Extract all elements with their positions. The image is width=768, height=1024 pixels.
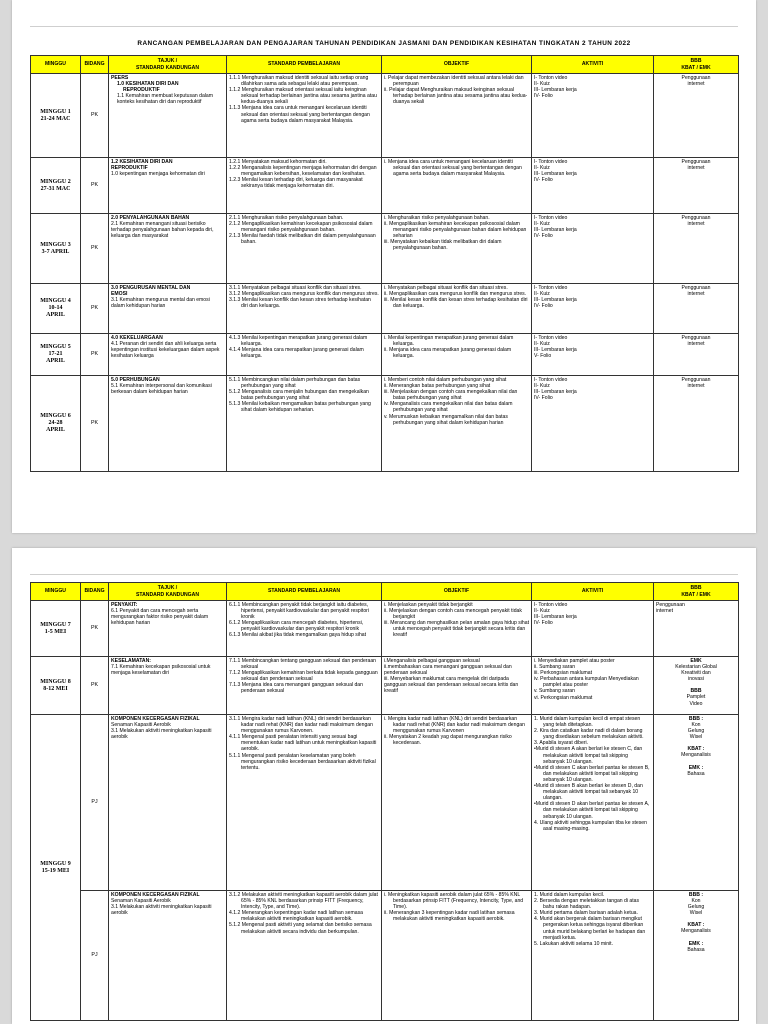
header-tajuk: TAJUK / STANDARD KANDUNGAN — [109, 56, 227, 74]
objektif-cell — [382, 601, 532, 657]
objektif-item: i. Pelajar dapat membezakan identiti seksual antara lelaki dan perempuan — [384, 75, 524, 88]
topic-heading: PEERS — [111, 75, 129, 81]
aktiviti-cell — [532, 284, 654, 334]
aktiviti-item: III- Lembaran kerja — [534, 297, 577, 304]
week-label: MINGGU 3 — [40, 241, 71, 248]
tajuk-cell — [109, 657, 227, 715]
topic-text: 2.1 Kemahiran menangani situasi berisiko terhadap penyalahgunaan bahan kepada diri, keluarga dan masyarakat — [111, 221, 214, 240]
aktiviti-item: II- Kuiz — [534, 341, 550, 348]
aktiviti-item: V- Folio — [534, 353, 552, 360]
standard-cell — [227, 214, 382, 284]
standard-cell — [227, 891, 382, 1021]
standard-item: 5.1.2 Menganalisis cara menjalin hubungan dan mengekalkan batas perhubungan yang sihat — [229, 389, 369, 402]
aktiviti-item: IV- Folio — [534, 177, 553, 184]
header-aktiviti: AKTIVITI — [532, 583, 654, 601]
objektif-item: i. Memberi contoh nilai dalam perhubungan yang sihat — [384, 377, 507, 383]
bbb-item: Penggunaan — [681, 215, 711, 221]
aktiviti-cell — [532, 891, 654, 1021]
standard-item: 1.2.2 Menganalisis kepentingan menjaga kehormatan diri dengan mengamalkan kebersihan, keselamatan dan kesihatan. — [229, 165, 377, 178]
standard-item: 7.1.2 Mengaplikasikan kemahiran berkata tidak kepada gangguan seksual dan penderaan seksual — [229, 670, 378, 683]
week-label: MINGGU 9 — [40, 860, 71, 867]
standard-cell — [227, 284, 382, 334]
bbb-cell — [654, 334, 739, 376]
bbb-heading: KBAT : — [687, 922, 705, 929]
bbb-heading: BBB : — [688, 716, 704, 722]
week-label: APRIL — [46, 427, 65, 433]
topic-heading: 2.0 PENYALAHGUNAAN BAHAN — [111, 215, 190, 221]
aktiviti-item: v. Sumbang saran — [534, 688, 575, 695]
header-standard-pembelajaran: STANDARD PEMBELAJARAN — [227, 583, 382, 601]
document-page-2 — [12, 548, 756, 1024]
lesson-plan-table-1 — [30, 55, 739, 472]
week-cell — [31, 376, 81, 472]
topic-text: Senaman Kapasiti Aerobik — [111, 722, 171, 729]
bidang-cell: PK — [81, 74, 109, 158]
bbb-cell — [654, 284, 739, 334]
bbb-item: Bahasa — [687, 770, 705, 777]
week-label: MINGGU 2 — [40, 178, 71, 185]
aktiviti-item: 3. Murid pertama dalam barisan adalah ketua. — [534, 910, 638, 917]
standard-item: 5.1.1 Membincangkan nilai dalam perhubungan dan batas perhubungan yang sihat — [229, 377, 361, 390]
lesson-plan-table-2 — [30, 582, 739, 1021]
topic-heading: 3.0 PENGURUSAN MENTAL DAN — [111, 285, 191, 291]
aktiviti-item: •Murid di stesen C akan berlari pantas ke stesen B, dan melakukan aktiviti lompat tali skipping sebanyak 10 ulangan. — [534, 764, 650, 783]
bbb-item: Menganalisis — [681, 928, 711, 935]
bbb-heading: EMK — [690, 658, 702, 664]
topic-text: 1.1 Kemahiran membuat keputusan dalam konteks kesihatan diri dan reproduktif — [117, 93, 213, 106]
objektif-item: i. Menyatakan pelbagai situasi konflik dan situasi stres. — [384, 285, 508, 291]
standard-cell — [227, 715, 382, 891]
topic-text: 1.0 kepentingan menjaga kehormatan diri — [111, 171, 205, 178]
page-rule — [30, 574, 738, 575]
objektif-item: ii. Mengaplikasikan kemahiran kecekapan psikososial dalam menangani risiko penyalahgunaan bahan dalam kehidupan seharian — [384, 221, 527, 240]
aktiviti-item: ii. Sumbang saran — [534, 664, 576, 671]
objektif-item: i.Menganalisis pelbagai gangguan seksual — [384, 658, 480, 664]
page-rule — [30, 26, 738, 27]
aktiviti-item: III- Lembaran kerja — [534, 347, 577, 354]
header-objektif: OBJEKTIF — [382, 56, 532, 74]
bbb-item: internet — [687, 165, 705, 172]
table-body-2 — [31, 601, 739, 1021]
tajuk-cell — [109, 891, 227, 1021]
objektif-cell — [382, 214, 532, 284]
topic-text: 3.1 Melakukan aktiviti meningkatkan kapasiti aerobik — [111, 728, 212, 741]
aktiviti-item: 2. Kira dan catatkan kadar nadi di dalam borang yang disediakan sebelum melakukan aktiviti. — [534, 728, 644, 741]
bbb-item: Penggunaan — [681, 75, 711, 81]
aktiviti-item: i. Menyediakan pamplet atau poster — [534, 658, 615, 664]
week-cell — [31, 657, 81, 715]
aktiviti-item: I- Tonton video — [534, 159, 568, 165]
bbb-item: Menganalisis — [681, 752, 711, 759]
objektif-cell — [382, 74, 532, 158]
week-label: MINGGU 7 — [40, 621, 71, 628]
aktiviti-cell — [532, 74, 654, 158]
objektif-item: ii.membahaskan cara menangani gangguan seksual dan penderaan seksual — [384, 664, 512, 677]
header-minggu: MINGGU — [31, 583, 81, 601]
aktiviti-item: I- Tonton video — [534, 215, 568, 221]
objektif-item: i. Menilai kepentingan merapatkan jurang generasi dalam keluarga. — [384, 335, 514, 348]
bbb-cell — [654, 74, 739, 158]
bbb-cell — [654, 376, 739, 472]
bbb-heading: BBB — [690, 688, 702, 695]
aktiviti-item: III- Lembaran kerja — [534, 87, 577, 94]
topic-heading: 4.0 KEKELUARGAAN — [111, 335, 163, 341]
week-row — [31, 376, 739, 472]
aktiviti-item: 5. Lakukan aktiviti selama 10 minit. — [534, 940, 613, 947]
aktiviti-cell — [532, 601, 654, 657]
standard-item: 2.1.1 Menghuraikan risiko penyalahgunaan bahan. — [229, 215, 344, 221]
objektif-cell — [382, 657, 532, 715]
header-objektif: OBJEKTIF — [382, 583, 532, 601]
bbb-heading: EMK : — [688, 940, 704, 947]
standard-item: 3.1.1 Menyatakan pelbagai situasi konflik dan situasi stres. — [229, 285, 362, 291]
bbb-cell — [654, 891, 739, 1021]
standard-item: 7.1.3 Menjana idea cara menangani gangguan seksual dan penderaan seksual — [229, 682, 363, 695]
aktiviti-cell — [532, 657, 654, 715]
objektif-item: iv. Menganalisis cara mengekalkan nilai dan batas dalam perhubungan yang sihat — [384, 401, 513, 414]
bidang-cell: PK — [81, 158, 109, 214]
tajuk-cell — [109, 158, 227, 214]
standard-item: 3.1.3 Menilai kesan konflik dan kesan stres terhadap kesihatan diri dan keluarga. — [229, 297, 371, 310]
bbb-cell — [654, 158, 739, 214]
topic-heading: KESELAMATAN: — [111, 658, 151, 664]
week-label: 10-14 — [48, 305, 63, 311]
topic-heading: 5.0 PERHUBUNGAN — [111, 377, 160, 383]
header-minggu: MINGGU — [31, 56, 81, 74]
objektif-cell — [382, 715, 532, 891]
aktiviti-item: 1. Murid dalam kumpulan kecil. — [534, 892, 605, 898]
week-cell — [31, 214, 81, 284]
aktiviti-cell — [532, 158, 654, 214]
week-label: MINGGU 4 — [40, 298, 71, 304]
bbb-item: Penggunaan — [681, 377, 711, 383]
bbb-item: internet — [687, 383, 705, 390]
week-label: MINGGU 5 — [40, 344, 71, 350]
aktiviti-item: •Murid di stesen D akan berlari pantas ke stesen A, dan melakukan aktiviti lompat tali skipping sebanyak 10 ulangan. — [534, 801, 650, 820]
document-page-1 — [12, 0, 756, 533]
standard-item: 3.1.2 Melakukan aktiviti meningkatkan kapasiti aerobik dalam julat 65% - 85% KNL berdasarkan prinsip FITT (Frequency, Intencity, Type, and Time). — [229, 892, 378, 911]
standard-item: 5.1.1 Mengenal pasti peralatan keselamatan yang boleh mengurangkan risiko kecederaan berdasarkan aktiviti fizikal tertentu. — [229, 752, 376, 771]
aktiviti-item: IV- Folio — [534, 620, 553, 627]
table-header — [31, 583, 739, 601]
week-row — [31, 284, 739, 334]
standard-item: 4.1.1 Mengenal pasti peralatan intensiti yang sesuai bagi menentukan kadar nadi latihan untuk meningkatkan kapasiti aerobik. — [229, 734, 377, 753]
standard-item: 1.2.3 Menilai kesan terhadap diri, keluarga dan masyarakat sekiranya tidak menjaga kehormatan diri. — [229, 177, 363, 190]
topic-heading: REPRODUKTIF — [123, 87, 160, 94]
week-row — [31, 601, 739, 657]
standard-cell — [227, 601, 382, 657]
standard-item: 6.1.2 Mengaplikasikan cara mencegah diabetes, hipertensi, penyakit kardiovaskular dan penyakit respitori kronik — [229, 620, 364, 633]
tajuk-cell — [109, 74, 227, 158]
topic-heading: PENYAKIT: — [111, 602, 138, 608]
header-tajuk: TAJUK / STANDARD KANDUNGAN — [109, 583, 227, 601]
standard-cell — [227, 158, 382, 214]
bbb-item: Gelung — [687, 728, 705, 735]
week-label: 21-24 MAC — [40, 115, 71, 122]
bbb-item: Kelestarian Global — [675, 664, 717, 671]
tajuk-cell — [109, 601, 227, 657]
topic-heading: KOMPONEN KECERGASAN FIZIKAL — [111, 716, 200, 722]
aktiviti-item: III- Lembaran kerja — [534, 171, 577, 178]
bbb-item: Penggunaan — [681, 335, 711, 341]
week-row — [31, 214, 739, 284]
topic-heading: 1.2 KESIHATAN DIRI DAN — [111, 159, 173, 165]
objektif-item: iii. Menyatakan kebaikan tidak melibatkan diri dalam penyalahgunaan bahan. — [384, 239, 502, 252]
header-bbb: BBB KBAT / EMK — [654, 56, 739, 74]
objektif-item: ii. Menjana idea cara merapatkan jurang generasi dalam keluarga. — [384, 347, 512, 360]
bbb-item: internet — [687, 221, 705, 228]
topic-text: 5.1 Kemahiran interpersonal dan komunikasi berkesan dalam kehidupan harian — [111, 383, 212, 396]
header-standard-pembelajaran: STANDARD PEMBELAJARAN — [227, 56, 382, 74]
objektif-cell — [382, 158, 532, 214]
bbb-item: internet — [687, 291, 705, 298]
bbb-item: internet — [687, 81, 705, 88]
bbb-item: internet — [656, 608, 673, 615]
standard-item: 1.1.1 Menghuraikan maksud identiti seksual iaitu setiap orang dilahirkan sama ada sebagai lelaki atau perempuan. — [229, 75, 369, 88]
week-label: 17-21 — [48, 351, 63, 357]
bbb-item: Pamplet — [686, 694, 706, 701]
standard-item: 1.1.2 Menghuraikan maksud orientasi seksual iaitu keinginan seksual terhadap berlainan jantina atau sesama jantina atau kedua-duanya sekali — [229, 87, 377, 106]
bbb-item: Bahasa — [687, 946, 705, 953]
bbb-item: inovasi — [688, 676, 704, 683]
bbb-item: Gelung — [687, 904, 705, 911]
tajuk-cell — [109, 214, 227, 284]
bbb-item: Wisel — [689, 910, 703, 917]
week-cell — [31, 715, 81, 1021]
objektif-item: ii. Pelajar dapat Menghuraikan maksud keinginan seksual terhadap berlainan jantina atau sesama jantina atau kedua-duanya sekali — [384, 87, 528, 106]
standard-cell — [227, 74, 382, 158]
week-label: 24-28 — [48, 420, 63, 426]
bbb-cell — [654, 715, 739, 891]
objektif-item: ii. Menerangkan 3 kepentingan kadar nadi latihan semasa melakukan aktiviti meningkatkan kapasiti aerobik. — [384, 910, 515, 923]
bbb-heading: EMK : — [688, 764, 704, 771]
objektif-item: ii. Mengaplikasikan cara mengurus konflik dan mengurus stres. — [384, 291, 527, 298]
week-label: MINGGU 6 — [40, 413, 71, 419]
bbb-heading: KBAT : — [687, 746, 705, 753]
objektif-cell — [382, 334, 532, 376]
header-bidang: BIDANG — [81, 583, 109, 601]
objektif-item: ii. Menjelaskan dengan contoh cara mencegah penyakit tidak berjangkit — [384, 608, 522, 621]
bbb-item: Kon — [691, 898, 701, 905]
standard-item: 4.1.3 Menilai kepentingan merapatkan jurang generasi dalam keluarga. — [229, 335, 368, 348]
week-label: 3-7 APRIL — [41, 248, 70, 255]
week-cell — [31, 158, 81, 214]
aktiviti-cell — [532, 334, 654, 376]
bidang-cell: PK — [81, 284, 109, 334]
standard-cell — [227, 376, 382, 472]
aktiviti-cell — [532, 715, 654, 891]
week-row — [31, 891, 739, 1021]
topic-text: 6.1 Penyakit dan cara mencegah serta mengurangkan faktor risiko penyakit dalam kehidupan harian — [111, 608, 209, 627]
aktiviti-item: vi. Perkongsian maklumat — [534, 694, 593, 701]
standard-cell — [227, 657, 382, 715]
standard-item: 6.1.3 Menilai akibat jika tidak mengamalkan gaya hidup sihat — [229, 632, 367, 639]
week-label: 8-12 MEI — [43, 685, 68, 692]
aktiviti-item: III- Lembaran kerja — [534, 614, 577, 621]
aktiviti-item: II- Kuiz — [534, 81, 550, 88]
aktiviti-item: 4. Murid akan bergerak dalam barisan mengikut pergerakan ketua sehingga isyarat diberikan untuk murid belakang berlari ke hadapan dan menjadi ketua. — [534, 916, 646, 941]
week-cell — [31, 284, 81, 334]
objektif-item: iii. Merancang dan menghasilkan pelan amalan gaya hidup sihat untuk mencegah penyakit tidak berjangkit secara kritis dan kreatif — [384, 620, 529, 639]
objektif-item: v. Merumuskan kebaikan mengamalkan nilai dan batas perhubungan yang sihat dalam kehidupan harian — [384, 413, 508, 426]
aktiviti-item: I- Tonton video — [534, 602, 568, 608]
topic-text: 3.1 Melakukan aktiviti meningkatkan kapasiti aerobik — [111, 904, 212, 917]
bbb-heading: BBB : — [688, 892, 704, 898]
header-aktiviti: AKTIVITI — [532, 56, 654, 74]
aktiviti-item: II- Kuiz — [534, 221, 550, 228]
standard-item: 3.1.2 Mengaplikasikan cara mengurus konflik dan mengurus stres. — [229, 291, 379, 298]
aktiviti-item: 2. Bersedia dengan meletakkan tangan di atas bahu rakan hadapan. — [534, 898, 640, 911]
aktiviti-item: IV- Folio — [534, 303, 553, 310]
bbb-item: Penggunaan — [656, 602, 685, 608]
objektif-item: i. Menjana idea cara untuk menangani kecelaruan identiti seksual dan orientasi seksual yang bertentangan dengan agama serta budaya dalam masyarakat Malaysia. — [384, 159, 522, 178]
aktiviti-item: •Murid di stesen B akan berlari ke stesen D, dan melakukan aktiviti lompat tali sebanyak 10 ulangan. — [534, 783, 643, 802]
bbb-item: Kon — [691, 722, 701, 729]
bidang-cell: PJ — [81, 715, 109, 891]
objektif-item: iii. Menyebarkan maklumat cara mengelak diri daripada gangguan seksual dan penderaan seksual secara kritis dan kreatif — [384, 676, 519, 695]
objektif-item: ii. Menerangkan batas perhubungan yang sihat — [384, 383, 491, 390]
week-label: APRIL — [46, 312, 65, 318]
aktiviti-item: II- Kuiz — [534, 383, 550, 390]
objektif-item: iii. Menilai kesan konflik dan kesan stres terhadap kesihatan diri dan keluarga. — [384, 297, 528, 310]
week-row — [31, 158, 739, 214]
bbb-cell — [654, 601, 739, 657]
aktiviti-item: IV- Folio — [534, 395, 553, 402]
week-label: 27-31 MAC — [40, 185, 71, 192]
standard-item: 6.1.1 Membincangkan penyakit tidak berjangkit iaitu diabetes, hipertensi, penyakit kardiovaskular dan penyakit respitori kronik — [229, 602, 369, 621]
objektif-item: ii. Menyatakan 2 keadah yag dapat mengurangkan risiko kecederaan. — [384, 734, 512, 747]
topic-text: 7.1 Kemahiran kecekapan psikososial untuk menjaga keselamatan diri — [111, 664, 211, 677]
objektif-item: i. Menghuraikan risiko penyalahgunaan bahan. — [384, 215, 490, 221]
topic-heading: EMOSI — [111, 291, 128, 298]
document-title: RANCANGAN PEMBELAJARAN DAN PENGAJARAN TAHUNAN PENDIDIKAN JASMANI DAN PENDIDIKAN KESIHATAN TINGKATAN 2 TAHUN 2022 — [137, 40, 631, 47]
bidang-cell: PK — [81, 214, 109, 284]
standard-item: 7.1.1 Membincangkan tentang gangguan seksual dan penderaan seksual — [229, 658, 376, 671]
aktiviti-item: III- Lembaran kerja — [534, 227, 577, 234]
aktiviti-item: I- Tonton video — [534, 285, 568, 291]
objektif-item: i. Menjelaskan penyakit tidak berjangkit — [384, 602, 473, 608]
header-bbb: BBB KBAT / EMK — [654, 583, 739, 601]
aktiviti-item: iii. Perkongsian maklumat — [534, 670, 593, 677]
bbb-item: Video — [689, 700, 703, 707]
bbb-cell — [654, 214, 739, 284]
standard-item: 5.1.3 Menilai kebaikan mengamalkan batas perhubungan yang sihat dalam kehidupan seharian. — [229, 401, 371, 414]
standard-item: 1.2.1 Menyatakan maksud kehormatan diri. — [229, 159, 327, 165]
tajuk-cell — [109, 284, 227, 334]
topic-text: Senaman Kapasiti Aerobik — [111, 898, 171, 905]
week-label: 1-5 MEI — [44, 628, 67, 635]
header-bidang: BIDANG — [81, 56, 109, 74]
bbb-item: Penggunaan — [681, 159, 711, 165]
week-row — [31, 657, 739, 715]
bbb-cell — [654, 657, 739, 715]
week-cell — [31, 334, 81, 376]
objektif-cell — [382, 284, 532, 334]
aktiviti-item: II- Kuiz — [534, 291, 550, 298]
tajuk-cell — [109, 334, 227, 376]
aktiviti-item: IV- Folio — [534, 233, 553, 240]
week-row — [31, 715, 739, 891]
objektif-item: iii. Menjelaskan dengan contoh cara mengekalkan nilai dan batas perhubungan yang sihat — [384, 389, 518, 402]
topic-heading: 1.0 KESIHATAN DIRI DAN — [117, 81, 179, 88]
objektif-item: i. Meningkatkan kapasiti aerobik dalam julat 65% - 85% KNL berdasarkan prinsip FITT (Frequency, Intencity, Type, and Time). — [384, 892, 524, 911]
standard-item: 3.1.1 Mengira kadar nadi latihan (KNL) diri sendiri berdasarkan kadar nadi rehat (KNR) dan kadar nadi maksimum dengan menggunakan rumus Karvonen. — [229, 716, 373, 735]
week-label: MINGGU 1 — [40, 108, 71, 115]
table-body-1 — [31, 74, 739, 472]
aktiviti-item: IV- Folio — [534, 93, 553, 100]
week-cell — [31, 601, 81, 657]
standard-item: 4.1.2 Menerangkan kepentingan kadar nadi latihan semasa melakukan aktiviti meningkatkan kapasiti aerobik. — [229, 910, 363, 923]
topic-text: 3.1 Kemahiran mengurus mental dan emosi dalam kehidupan harian — [111, 297, 210, 310]
standard-item: 2.1.3 Menilai faedah tidak melibatkan diri dalam penyalahgunaan bahan. — [229, 233, 376, 246]
week-label: MINGGU 8 — [40, 678, 71, 685]
aktiviti-item: I- Tonton video — [534, 377, 568, 383]
bbb-item: Wisel — [689, 734, 703, 741]
standard-item: 2.1.2 Mengaplikasikan kemahiran kecekapan psikososial dalam menangani risiko penyalahgunaan bahan. — [229, 221, 373, 234]
aktiviti-item: III- Lembaran kerja — [534, 389, 577, 396]
topic-heading: REPRODUKTIF — [111, 165, 148, 172]
aktiviti-item: •Murid di stesen A akan berlari ke stesen C, dan melakukan aktiviti lompat tali skipping sebanyak 10 ulangan. — [534, 746, 643, 765]
week-row — [31, 74, 739, 158]
aktiviti-cell — [532, 376, 654, 472]
bidang-cell: PK — [81, 657, 109, 715]
standard-item: 5.1.2 Mengenal pasti aktiviti yang selamat dan berisiko semasa melakukan aktiviti secara individu dan berkumpulan. — [229, 922, 372, 935]
week-cell — [31, 74, 81, 158]
objektif-item: i. Mengira kadar nadi latihan (KNL) diri sendiri berdasarkan kadar nadi rehat (KNR) dan kadar nadi maksimum dengan menggunakan rumus Karvonen — [384, 716, 525, 735]
week-label: 15-19 MEI — [41, 867, 70, 874]
bidang-cell: PK — [81, 334, 109, 376]
tajuk-cell — [109, 376, 227, 472]
aktiviti-item: 3. Apabila isyarat diberi. — [534, 740, 589, 747]
standard-cell — [227, 334, 382, 376]
bbb-item: Penggunaan — [681, 285, 711, 291]
bidang-cell: PJ — [81, 891, 109, 1021]
standard-item: 1.1.3 Menjana idea cara untuk menangani kecelaruan identiti seksual dan orientasi seksual yang bertentangan dengan agama serta budaya dalam masyarakat Malaysia. — [229, 105, 370, 124]
aktiviti-item: 4. Ulang aktiviti sehingga kumpulan tiba ke stesen asal masing-masing. — [534, 819, 647, 832]
aktiviti-cell — [532, 214, 654, 284]
aktiviti-item: II- Kuiz — [534, 608, 550, 615]
topic-heading: KOMPONEN KECERGASAN FIZIKAL — [111, 892, 200, 898]
aktiviti-item: iv. Perbahasan antara kumpulan Menyediakan pamplet atau poster — [534, 676, 639, 689]
bbb-item: Kreativiti dan — [681, 670, 711, 677]
bbb-item: internet — [687, 341, 705, 348]
topic-text: 4.1 Peranan diri sendiri dan ahli keluarga serta kepentingan institusi kekeluargaan dalam aspek kesihatan keluarga — [111, 341, 220, 360]
aktiviti-item: II- Kuiz — [534, 165, 550, 172]
tajuk-cell — [109, 715, 227, 891]
aktiviti-item: I- Tonton video — [534, 335, 568, 341]
week-label: APRIL — [46, 358, 65, 364]
aktiviti-item: I- Tonton video — [534, 75, 568, 81]
week-row — [31, 334, 739, 376]
table-header — [31, 56, 739, 74]
objektif-cell — [382, 891, 532, 1021]
bidang-cell: PK — [81, 376, 109, 472]
standard-item: 4.1.4 Menjana idea cara merapatkan jurang generasi dalam keluarga. — [229, 347, 364, 360]
objektif-cell — [382, 376, 532, 472]
bidang-cell: PK — [81, 601, 109, 657]
aktiviti-item: 1. Murid dalam kumpulan kecil di empat stesen yang telah ditetapkan. — [534, 716, 641, 729]
